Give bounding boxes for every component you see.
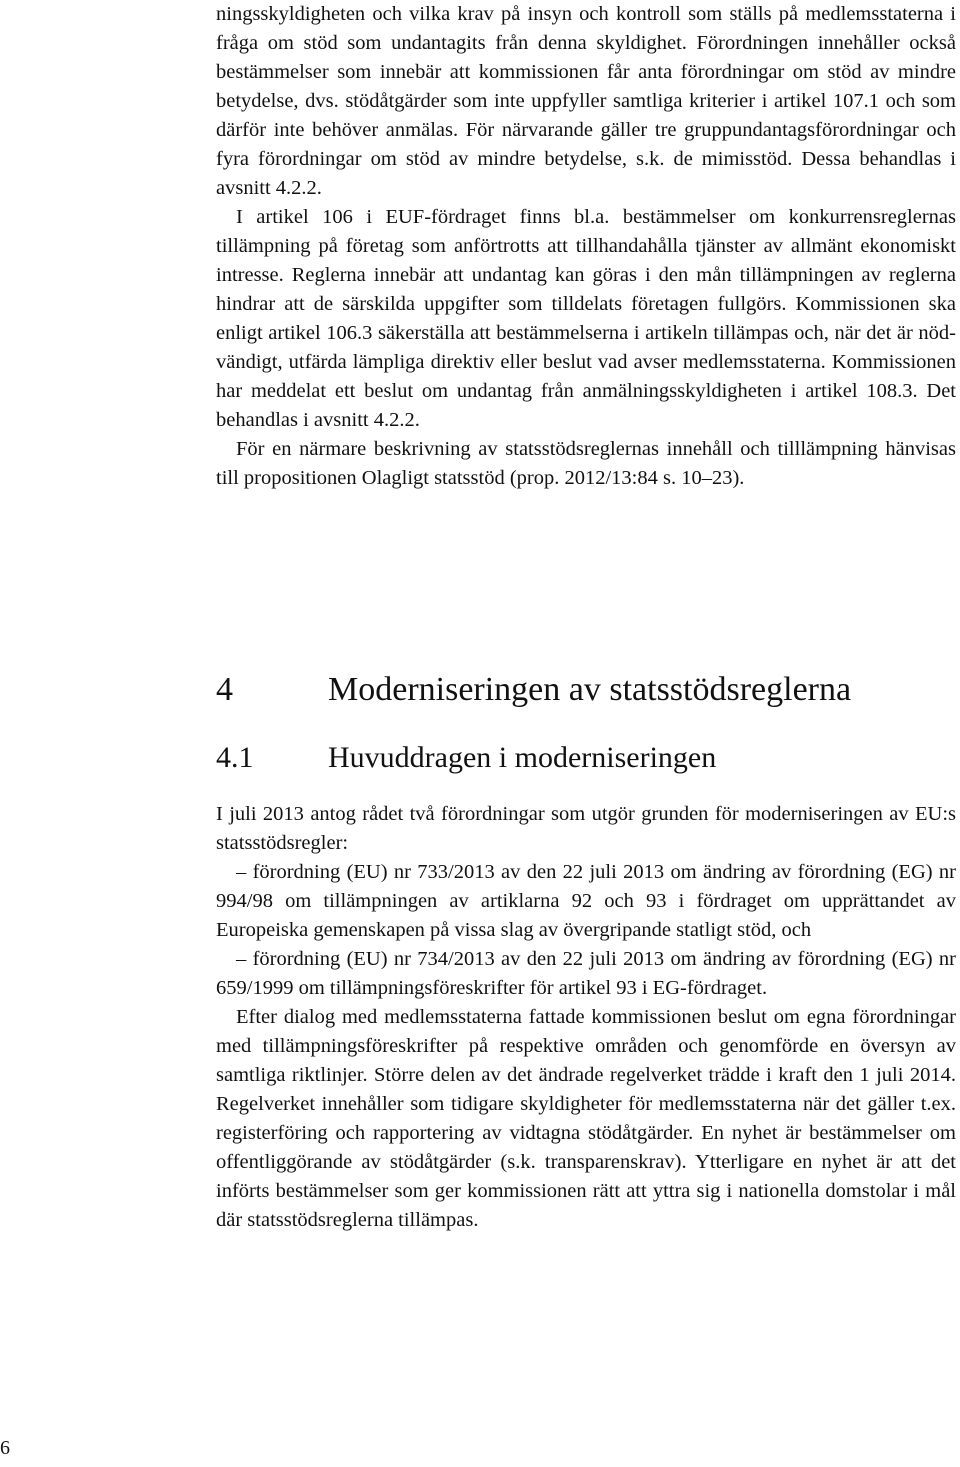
subsection-number: 4.1 [216,741,254,774]
section-heading [216,668,851,712]
body-text-top [216,0,956,493]
paragraph: ningsskyldigheten och vilka krav på insyn och kontroll som ställs på medlemsstaterna i fråga om stöd som undantagits från denna skyldighet. Förordningen innehåller också bestämmelser som innebär att kommissionen får anta förordningar om stöd av mindre betydelse, dvs. stödåtgärder som inte uppfyller samtliga kriterier i artikel 107.1 och som därför inte behöver anmälas. För närvarande gäller tre gruppundantagsförordningar och fyra förordningar om stöd av mindre betydelse, s.k. de mimisstöd. Dessa behandlas i avsnitt 4.2.2. [216,3,956,199]
section-title: Moderniseringen av statsstödsreglerna [328,671,852,708]
page-number: 6 [0,1437,10,1459]
paragraph: Efter dialog med medlemsstaterna fattade kommissionen beslut om egna förordningar med tillämpningsföreskrifter på respektive områden och genomförde en översyn av samtliga riktlinjer. Större delen av det ändrade regelverket trädde i kraft den 1 juli 2014. Regelverket innehåller som tidigare skyldigheter för medlemsstaterna när det gäller t.ex. registerföring och rapportering av vidtagna stödåtgärder. En nyhet är bestämmelser om offentliggörande av stödåtgärder (s.k. transparenskrav). Ytterligare en nyhet är att det införts bestämmelser som ger kommissionen rätt att yttra sig i nationella domstolar i mål där statsstödsreglerna tillämpas. [216,1006,956,1231]
list-item: – förordning (EU) nr 733/2013 av den 22 juli 2013 om ändring av förordning (EG) nr 994/98 om tillämpningen av artiklarna 92 och 93 i fördraget om upprättandet av Europeiska gemenskapen på vissa slag av övergripande statligt stöd, och [216,861,956,941]
subsection-heading [216,738,716,778]
body-text-bottom [216,800,956,1235]
paragraph: I artikel 106 i EUF-fördraget finns bl.a. bestämmelser om konkurrensreglernas tillämpning på företag som anförtrotts att tillhandahålla tjänster av allmänt ekonomiskt intresse. Reglerna innebär att undantag kan göras i den mån tillämpningen av reglerna hindrar att de särskilda uppgifter som tilldelats företagen fullgörs. Kommissionen ska enligt artikel 106.3 säkerställa att bestämmelserna i artikeln tillämpas och, när det är nödvändigt, utfärda lämpliga direktiv eller beslut vad avser medlemsstaterna. Kommissionen har meddelat ett beslut om undantag från anmälningsskyldigheten i artikel 108.3. Det behandlas i avsnitt 4.2.2. [216,206,956,431]
paragraph: För en närmare beskrivning av statsstödsreglernas innehåll och tilllämpning hänvisas till propositionen Olagligt statsstöd (prop. 2012/13:84 s. 10–23). [216,438,956,489]
section-number: 4 [216,671,233,708]
paragraph: I juli 2013 antog rådet två förordningar som utgör grunden för moderniseringen av EU:s statsstödsregler: [216,803,956,854]
subsection-title: Huvuddragen i moderniseringen [328,741,717,774]
list-item: – förordning (EU) nr 734/2013 av den 22 juli 2013 om ändring av förordning (EG) nr 659/1999 om tillämpningsföreskrifter för artikel 93 i EG-fördraget. [216,948,956,999]
